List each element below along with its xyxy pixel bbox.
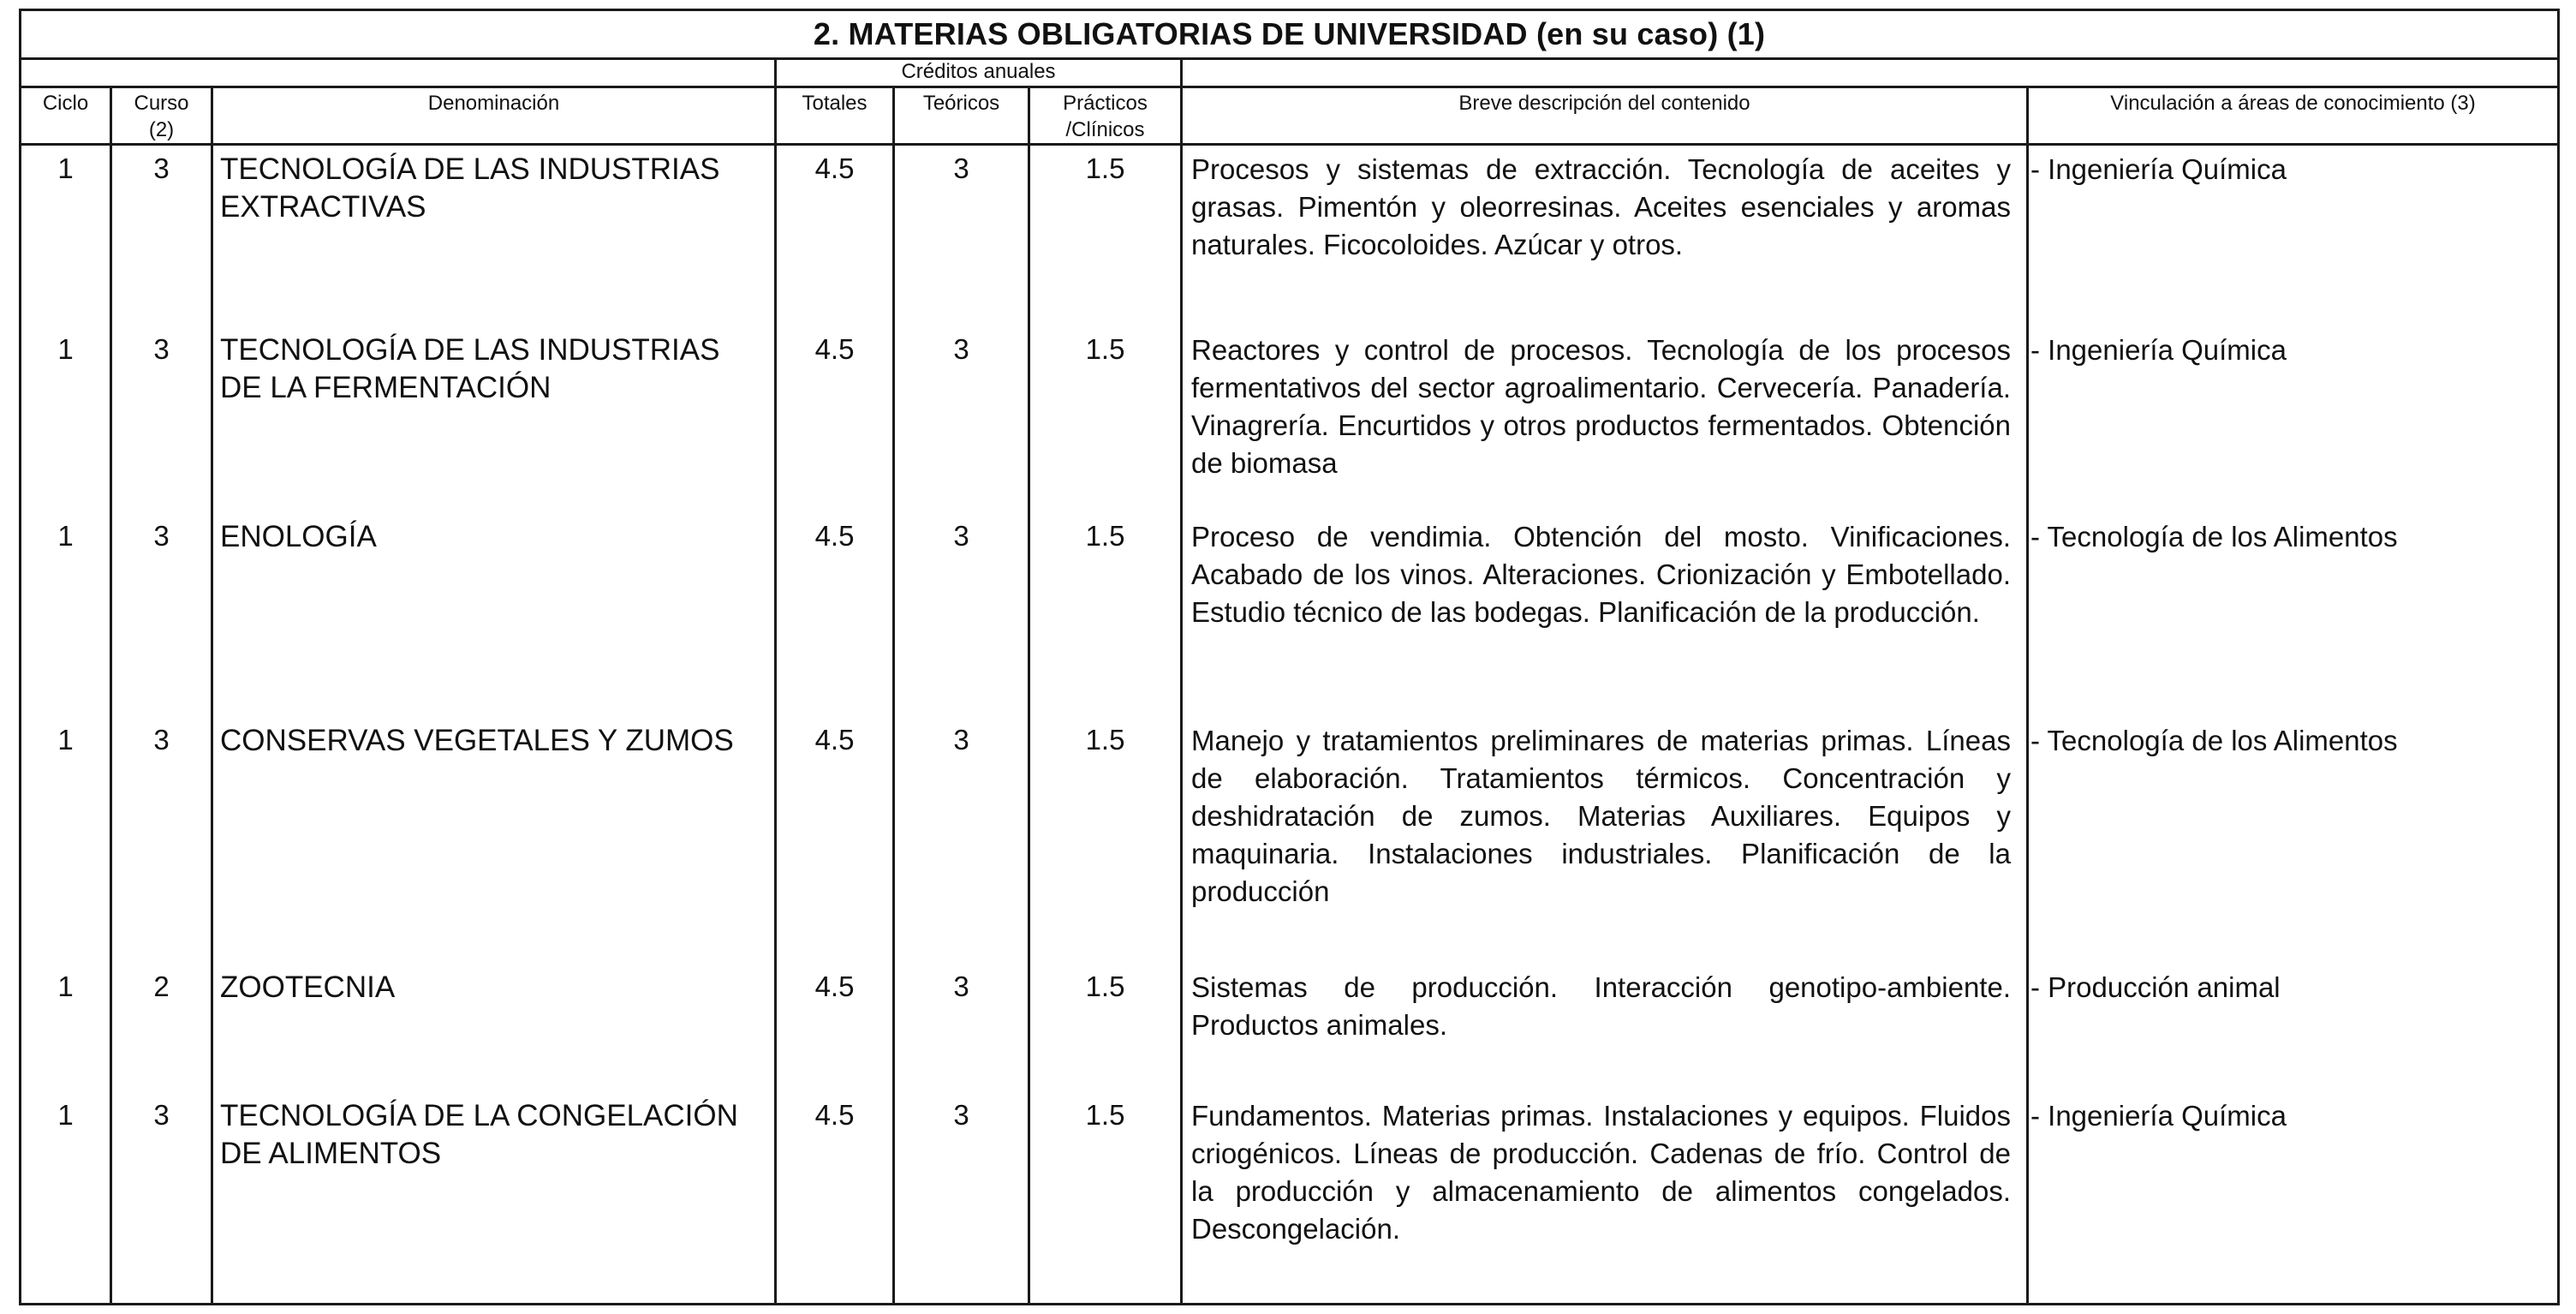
cell-curso: 3 [111, 1092, 212, 1305]
header-curso [111, 87, 212, 145]
cell-denominacion: ENOLOGÍA [212, 513, 776, 717]
cell-vinculacion: - Producción animal [2028, 964, 2559, 1092]
header-curso-note: (2) [148, 118, 175, 141]
cell-practicos: 1.5 [1029, 326, 1182, 513]
cell-descripcion: Procesos y sistemas de extracción. Tecnología de aceites y grasas. Pimentón y oleorresinas. Aceites esenciales y aromas naturales. Ficocoloides. Azúcar y otros. [1182, 145, 2028, 326]
cell-ciclo: 1 [21, 964, 111, 1092]
cell-practicos: 1.5 [1029, 513, 1182, 717]
cell-denominacion: CONSERVAS VEGETALES Y ZUMOS [212, 717, 776, 964]
cell-descripcion: Reactores y control de procesos. Tecnología de los procesos fermentativos del sector agroalimentario. Cervecería. Panadería. Vinagrería. Encurtidos y otros productos fermentados. Obtención de biomasa [1182, 326, 2028, 513]
cell-denominacion: TECNOLOGÍA DE LAS INDUSTRIAS EXTRACTIVAS [212, 145, 776, 326]
header-practicos-clinicos: /Clínicos [1065, 118, 1145, 141]
table-row [21, 964, 2559, 1092]
header-totales: Totales [776, 87, 894, 145]
cell-ciclo: 1 [21, 326, 111, 513]
cell-practicos: 1.5 [1029, 145, 1182, 326]
cell-descripcion: Proceso de vendimia. Obtención del mosto. Vinificaciones. Acabado de los vinos. Alteraciones. Crionización y Embotellado. Estudio técnico de las bodegas. Planificación de la producción. [1182, 513, 2028, 717]
cell-ciclo: 1 [21, 145, 111, 326]
cell-totales: 4.5 [776, 964, 894, 1092]
cell-totales: 4.5 [776, 717, 894, 964]
creditos-anuales-header: Créditos anuales [776, 59, 1182, 87]
table-row [21, 145, 2559, 326]
cell-totales: 4.5 [776, 145, 894, 326]
cell-teoricos: 3 [894, 717, 1029, 964]
cell-curso: 3 [111, 326, 212, 513]
cell-vinculacion: - Ingeniería Química [2028, 326, 2559, 513]
table-row [21, 1092, 2559, 1305]
materias-table [19, 9, 2560, 1305]
cell-ciclo: 1 [21, 1092, 111, 1305]
cell-teoricos: 3 [894, 145, 1029, 326]
cell-curso: 3 [111, 145, 212, 326]
cell-vinculacion: - Ingeniería Química [2028, 1092, 2559, 1305]
header-practicos-label: Prácticos [1063, 92, 1148, 115]
cell-ciclo: 1 [21, 717, 111, 964]
table-row [21, 326, 2559, 513]
header-curso-label: Curso [134, 92, 189, 115]
group-spacer-right [1182, 59, 2559, 87]
group-spacer-left [21, 59, 776, 87]
table-row [21, 717, 2559, 964]
table-row [21, 513, 2559, 717]
cell-denominacion: TECNOLOGÍA DE LA CONGELACIÓN DE ALIMENTOS [212, 1092, 776, 1305]
cell-curso: 2 [111, 964, 212, 1092]
cell-curso: 3 [111, 717, 212, 964]
header-practicos [1029, 87, 1182, 145]
cell-vinculacion: - Tecnología de los Alimentos [2028, 717, 2559, 964]
header-vinculacion: Vinculación a áreas de conocimiento (3) [2028, 87, 2559, 145]
cell-descripcion: Fundamentos. Materias primas. Instalaciones y equipos. Fluidos criogénicos. Líneas de producción. Cadenas de frío. Control de la producción y almacenamiento de alimentos congelados. Descongelación. [1182, 1092, 2028, 1305]
cell-totales: 4.5 [776, 513, 894, 717]
cell-practicos: 1.5 [1029, 717, 1182, 964]
cell-denominacion: ZOOTECNIA [212, 964, 776, 1092]
cell-teoricos: 3 [894, 964, 1029, 1092]
cell-curso: 3 [111, 513, 212, 717]
cell-teoricos: 3 [894, 326, 1029, 513]
cell-ciclo: 1 [21, 513, 111, 717]
table-title: 2. MATERIAS OBLIGATORIAS DE UNIVERSIDAD (en su caso) (1) [21, 10, 2559, 59]
cell-vinculacion: - Ingeniería Química [2028, 145, 2559, 326]
header-teoricos: Teóricos [894, 87, 1029, 145]
cell-denominacion: TECNOLOGÍA DE LAS INDUSTRIAS DE LA FERMENTACIÓN [212, 326, 776, 513]
header-ciclo: Ciclo [21, 87, 111, 145]
cell-practicos: 1.5 [1029, 1092, 1182, 1305]
cell-descripcion: Manejo y tratamientos preliminares de materias primas. Líneas de elaboración. Tratamientos térmicos. Concentración y deshidratación de zumos. Materias Auxiliares. Equipos y maquinaria. Instalaciones industriales. Planificación de la producción [1182, 717, 2028, 964]
cell-totales: 4.5 [776, 326, 894, 513]
header-denominacion: Denominación [212, 87, 776, 145]
cell-totales: 4.5 [776, 1092, 894, 1305]
cell-descripcion: Sistemas de producción. Interacción genotipo-ambiente. Productos animales. [1182, 964, 2028, 1092]
cell-teoricos: 3 [894, 513, 1029, 717]
cell-practicos: 1.5 [1029, 964, 1182, 1092]
header-descripcion: Breve descripción del contenido [1182, 87, 2028, 145]
cell-vinculacion: - Tecnología de los Alimentos [2028, 513, 2559, 717]
cell-teoricos: 3 [894, 1092, 1029, 1305]
